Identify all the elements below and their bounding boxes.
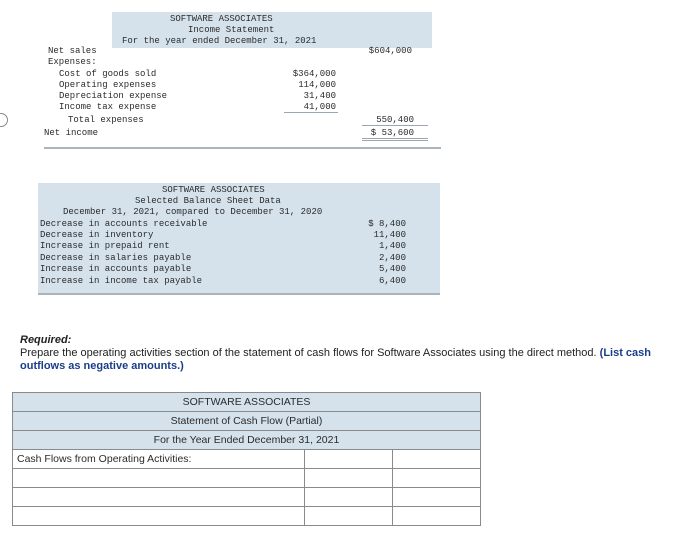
income-company: SOFTWARE ASSOCIATES <box>170 14 273 24</box>
balance-item-label: Increase in accounts payable <box>40 264 192 274</box>
answer-label-input[interactable] <box>13 507 305 526</box>
balance-item-value: $ 8,400 <box>368 219 406 229</box>
total-underline <box>362 125 428 126</box>
expense-value-operating: 114,000 <box>298 80 336 90</box>
income-title: Income Statement <box>188 25 275 35</box>
expense-label-cogs: Cost of goods sold <box>59 69 157 79</box>
cash-flow-table <box>12 392 481 526</box>
total-expenses-value: 550,400 <box>376 115 414 125</box>
section-total-cell <box>392 450 480 469</box>
balance-item-value: 11,400 <box>373 230 406 240</box>
answer-label-input[interactable] <box>13 488 305 507</box>
required-heading: Required: <box>20 334 72 346</box>
cash-flow-section-label: Cash Flows from Operating Activities: <box>13 450 305 469</box>
income-statement-bottom-rule <box>44 147 441 149</box>
balance-period: December 31, 2021, compared to December 31, 2020 <box>63 207 323 217</box>
income-period: For the year ended December 31, 2021 <box>122 36 317 46</box>
net-income-label: Net income <box>44 128 99 138</box>
balance-item-value: 5,400 <box>378 264 406 274</box>
expense-value-income-tax: 41,000 <box>303 102 336 112</box>
answer-total-input[interactable] <box>392 469 480 488</box>
balance-company: SOFTWARE ASSOCIATES <box>162 185 265 195</box>
total-expenses-label: Total expenses <box>68 115 144 125</box>
cash-flow-period: For the Year Ended December 31, 2021 <box>13 431 481 450</box>
net-sales-label: Net sales <box>48 46 97 56</box>
required-text <box>20 347 690 373</box>
answer-amount-input[interactable] <box>304 488 392 507</box>
expense-value-cogs: $364,000 <box>292 69 336 79</box>
balance-item-label: Increase in prepaid rent <box>40 241 170 251</box>
answer-amount-input[interactable] <box>304 469 392 488</box>
answer-total-input[interactable] <box>392 507 480 526</box>
answer-total-input[interactable] <box>392 488 480 507</box>
net-sales-value: $604,000 <box>368 46 412 56</box>
margin-mark <box>0 113 8 127</box>
section-amount-cell <box>304 450 392 469</box>
cash-flow-company: SOFTWARE ASSOCIATES <box>13 393 481 412</box>
balance-bottom-rule <box>38 293 440 295</box>
net-income-value: $ 53,600 <box>370 128 414 138</box>
required-instruction: Prepare the operating activities section of the statement of cash flows for Software Associates using the direct method. <box>20 347 597 359</box>
balance-item-label: Decrease in salaries payable <box>40 253 192 263</box>
balance-item-label: Increase in income tax payable <box>40 276 203 286</box>
expense-label-income-tax: Income tax expense <box>59 102 157 112</box>
required-emphasis: (List cash outflows as negative amounts.) <box>20 347 652 372</box>
balance-item-value: 1,400 <box>378 241 406 251</box>
cash-flow-title: Statement of Cash Flow (Partial) <box>13 412 481 431</box>
balance-item-value: 6,400 <box>378 276 406 286</box>
answer-amount-input[interactable] <box>304 507 392 526</box>
net-income-underline-2 <box>362 140 428 141</box>
balance-item-value: 2,400 <box>378 253 406 263</box>
answer-label-input[interactable] <box>13 469 305 488</box>
expense-label-depreciation: Depreciation expense <box>59 91 168 101</box>
expense-label-operating: Operating expenses <box>59 80 157 90</box>
expense-value-depreciation: 31,400 <box>303 91 336 101</box>
balance-item-label: Decrease in accounts receivable <box>40 219 208 229</box>
expenses-underline <box>284 112 338 113</box>
expenses-label: Expenses: <box>48 57 97 67</box>
balance-item-label: Decrease in inventory <box>40 230 154 240</box>
net-income-underline <box>362 138 428 139</box>
balance-title: Selected Balance Sheet Data <box>135 196 281 206</box>
